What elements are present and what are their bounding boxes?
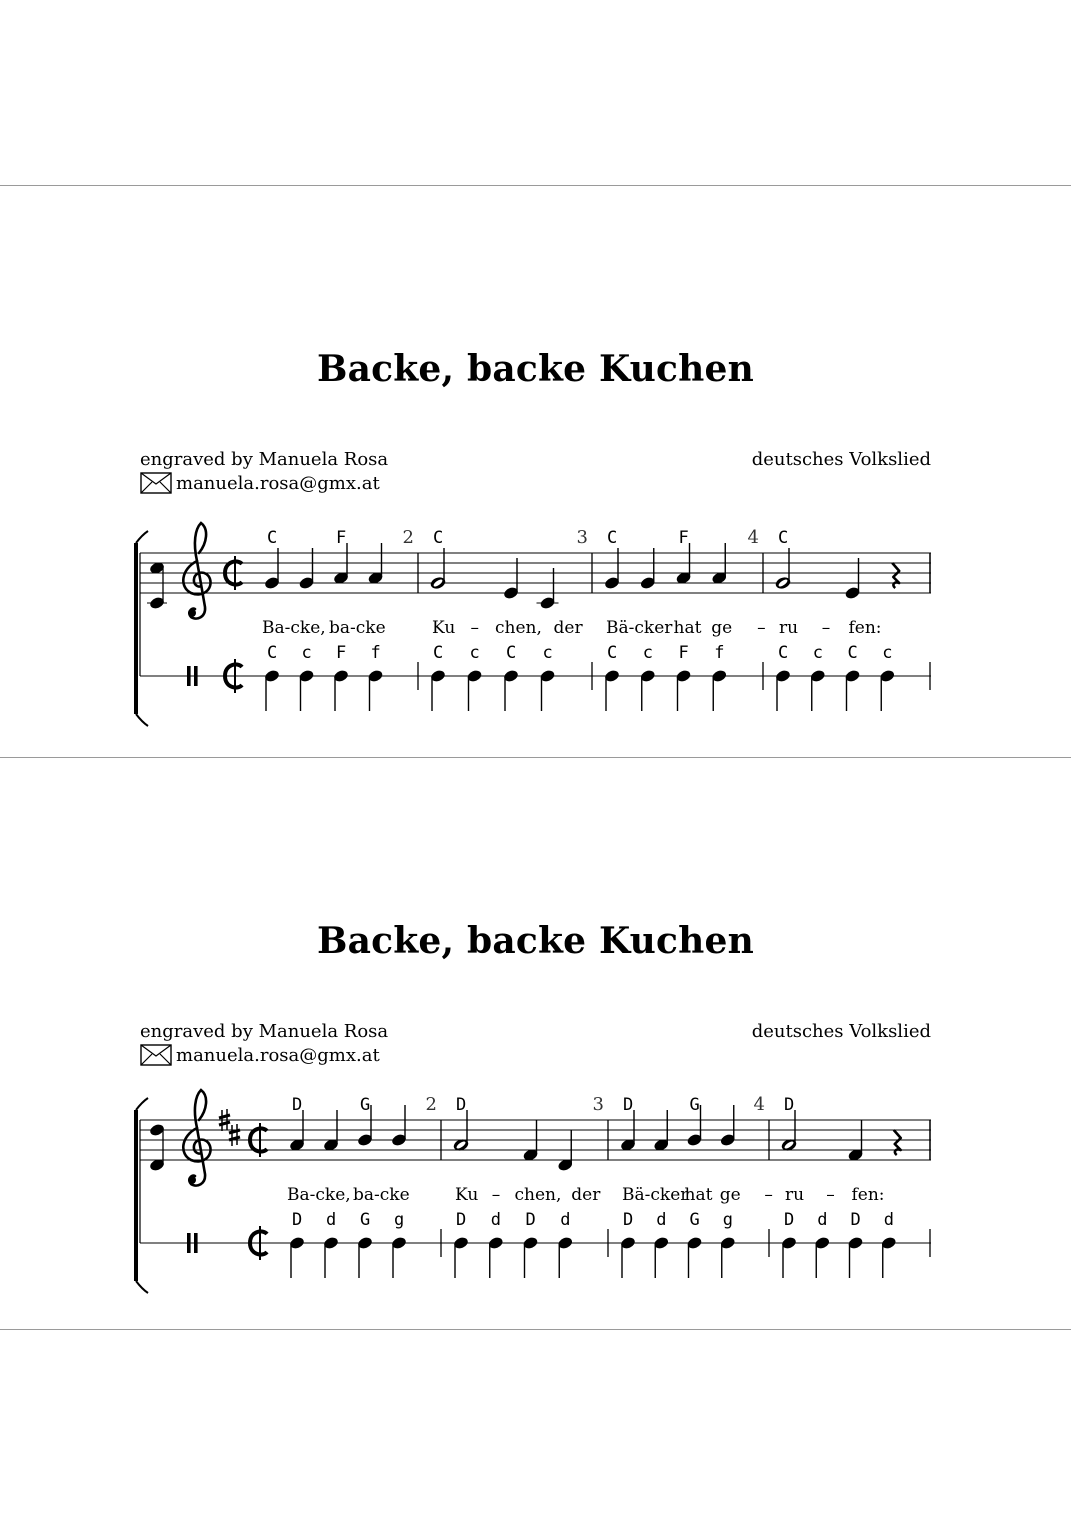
lyric-syllable: Ku bbox=[432, 618, 456, 638]
rhythm-chord-name: C bbox=[847, 643, 858, 663]
bracket-top-tip bbox=[136, 531, 148, 543]
rhythm-chord-name: d bbox=[560, 1210, 571, 1230]
lyric-syllable: ba-cke bbox=[329, 618, 386, 638]
rhythm-chord-name: d bbox=[883, 1210, 894, 1230]
rhythm-chord-name: c bbox=[542, 643, 553, 663]
chord-name: F bbox=[336, 528, 347, 548]
lyric-syllable: fen: bbox=[851, 1185, 885, 1205]
lyric-syllable: ba-cke bbox=[353, 1185, 410, 1205]
rhythm-chord-name: D bbox=[525, 1210, 536, 1230]
song-title: Backe, backe Kuchen bbox=[316, 348, 755, 390]
lyric-syllable: ge bbox=[711, 618, 733, 638]
lyric-syllable: chen, bbox=[514, 1185, 562, 1205]
chord-name: C bbox=[267, 528, 278, 548]
bracket-bottom-tip bbox=[136, 1281, 148, 1293]
sharp-icon bbox=[229, 1124, 240, 1146]
lyric-syllable: – bbox=[826, 1185, 835, 1205]
engraver-credit: engraved by Manuela Rosa bbox=[140, 449, 389, 470]
engraver-credit: engraved by Manuela Rosa bbox=[140, 1021, 389, 1042]
composer-credit: deutsches Volkslied bbox=[751, 1021, 931, 1042]
rhythm-chord-name: d bbox=[817, 1210, 828, 1230]
email-address[interactable]: manuela.rosa@gmx.at bbox=[176, 1044, 380, 1066]
music-systems bbox=[136, 523, 931, 1293]
quarter-rest-icon bbox=[894, 1130, 901, 1155]
bar-number: 2 bbox=[402, 527, 414, 548]
lyric-syllable: – bbox=[491, 1185, 501, 1205]
chord-name: G bbox=[689, 1095, 700, 1115]
bar-number: 4 bbox=[753, 1094, 765, 1115]
lyric-syllable: – bbox=[470, 618, 479, 638]
chord-name: D bbox=[623, 1095, 634, 1115]
lyric-syllable: der bbox=[553, 618, 583, 638]
lyric-syllable: Ba-cke, bbox=[287, 1185, 351, 1205]
chord-name: C bbox=[607, 528, 618, 548]
bracket-bottom-tip bbox=[136, 714, 148, 726]
treble-clef-icon bbox=[183, 1090, 210, 1186]
bracket-top-tip bbox=[136, 1098, 148, 1110]
lyric-syllable: ge bbox=[719, 1185, 741, 1205]
lyric-syllable: – bbox=[821, 618, 831, 638]
chord-name: C bbox=[778, 528, 789, 548]
rhythm-chord-name: f bbox=[714, 643, 725, 663]
rhythm-chord-name: c bbox=[642, 643, 653, 663]
chord-name: D bbox=[784, 1095, 795, 1115]
chord-name: C bbox=[433, 528, 444, 548]
lyric-syllable: Ba-cke, bbox=[262, 618, 326, 638]
rhythm-chord-name: C bbox=[267, 643, 278, 663]
lyric-syllable: ru bbox=[779, 618, 799, 638]
lyric-syllable: der bbox=[571, 1185, 601, 1205]
rhythm-chord-name: F bbox=[336, 643, 347, 663]
music-system bbox=[136, 523, 931, 726]
lyric-syllable: – bbox=[764, 1185, 773, 1205]
rhythm-chord-name: D bbox=[292, 1210, 303, 1230]
rhythm-chord-name: c bbox=[469, 643, 480, 663]
rhythm-chord-name: d bbox=[656, 1210, 667, 1230]
rhythm-chord-name: d bbox=[490, 1210, 501, 1230]
rhythm-chord-name: G bbox=[689, 1210, 700, 1230]
rhythm-chord-name: d bbox=[326, 1210, 337, 1230]
rhythm-chord-name: C bbox=[433, 643, 444, 663]
rhythm-chord-name: f bbox=[370, 643, 381, 663]
bar-number: 3 bbox=[592, 1094, 604, 1115]
composer-credit: deutsches Volkslied bbox=[751, 449, 931, 470]
lyric-syllable: hat bbox=[684, 1185, 713, 1205]
rhythm-chord-name: C bbox=[607, 643, 618, 663]
lyric-syllable: – bbox=[757, 618, 766, 638]
lyric-syllable: Bä-cker bbox=[622, 1185, 689, 1205]
lyric-syllable: Ku bbox=[455, 1185, 479, 1205]
song-title: Backe, backe Kuchen bbox=[316, 920, 755, 962]
lyric-syllable: chen, bbox=[495, 618, 542, 638]
rhythm-chord-name: g bbox=[722, 1210, 733, 1230]
email-address[interactable]: manuela.rosa@gmx.at bbox=[176, 472, 380, 494]
lyric-syllable: ru bbox=[785, 1185, 805, 1205]
chord-name: F bbox=[678, 528, 689, 548]
rhythm-chord-name: D bbox=[784, 1210, 795, 1230]
bar-number: 3 bbox=[576, 527, 588, 548]
rhythm-chord-name: G bbox=[360, 1210, 371, 1230]
rhythm-chord-name: D bbox=[456, 1210, 467, 1230]
rhythm-chord-name: D bbox=[850, 1210, 861, 1230]
rhythm-chord-name: c bbox=[812, 643, 823, 663]
bar-number: 4 bbox=[747, 527, 759, 548]
rhythm-chord-name: c bbox=[301, 643, 312, 663]
music-system bbox=[136, 1090, 931, 1293]
rhythm-chord-name: F bbox=[678, 643, 689, 663]
chord-name: D bbox=[292, 1095, 303, 1115]
lyric-syllable: hat bbox=[673, 618, 702, 638]
rhythm-chord-name: C bbox=[506, 643, 517, 663]
chord-name: G bbox=[360, 1095, 371, 1115]
lyric-syllable: fen: bbox=[848, 618, 882, 638]
rhythm-chord-name: C bbox=[778, 643, 789, 663]
chord-name: D bbox=[456, 1095, 467, 1115]
lyric-syllable: Bä-cker bbox=[606, 618, 673, 638]
rhythm-chord-name: c bbox=[882, 643, 893, 663]
rhythm-chord-name: g bbox=[394, 1210, 405, 1230]
bar-number: 2 bbox=[425, 1094, 437, 1115]
rhythm-chord-name: D bbox=[623, 1210, 634, 1230]
treble-clef-icon bbox=[183, 523, 210, 619]
quarter-rest-icon bbox=[892, 563, 899, 588]
